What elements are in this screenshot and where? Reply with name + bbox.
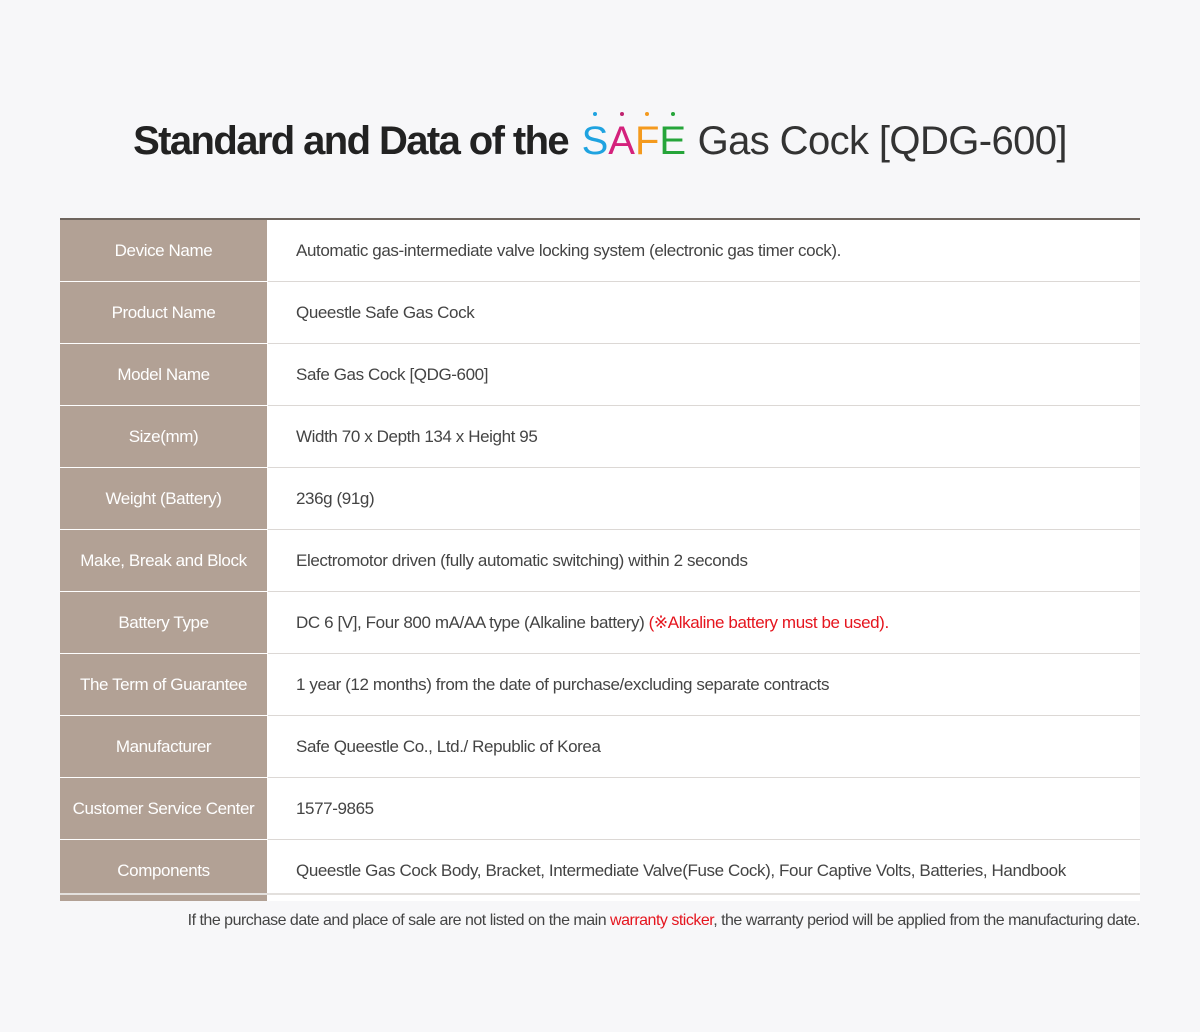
spec-row — [60, 716, 1140, 778]
title-bold-text: Standard and Data of the — [133, 119, 569, 163]
spec-row — [60, 592, 1140, 654]
spec-value: Width 70 x Depth 134 x Height 95 — [296, 426, 538, 446]
footnote-text-after: , the warranty period will be applied from the manufacturing date. — [713, 912, 1140, 929]
spec-value-cell — [268, 654, 1141, 716]
page-title-wrap — [0, 108, 1200, 174]
spec-value: Queestle Gas Cock Body, Bracket, Intermediate Valve(Fuse Cock), Four Captive Volts, Batteries, Handbook — [296, 860, 1066, 880]
spec-value: DC 6 [V], Four 800 mA/AA type (Alkaline battery) — [296, 612, 649, 632]
spec-label: Manufacturer — [60, 716, 268, 778]
spec-label: Customer Service Center — [60, 778, 268, 840]
spec-label: Make, Break and Block — [60, 530, 268, 592]
safe-letter-a: A — [608, 108, 635, 174]
spec-label: Device Name — [60, 219, 268, 282]
spec-row — [60, 282, 1140, 344]
spec-value: Safe Gas Cock [QDG-600] — [296, 364, 489, 384]
spec-value: Queestle Safe Gas Cock — [296, 302, 475, 322]
spec-row — [60, 219, 1140, 282]
spec-value: Electromotor driven (fully automatic switching) within 2 seconds — [296, 550, 748, 570]
warranty-footnote — [188, 912, 1140, 930]
spec-label: Weight (Battery) — [60, 468, 268, 530]
spec-value-cell — [268, 530, 1141, 592]
spec-label: The Term of Guarantee — [60, 654, 268, 716]
table-bottom-border — [60, 893, 1140, 895]
spec-value: Automatic gas-intermediate valve locking system (electronic gas timer cock). — [296, 240, 841, 260]
logo-dot — [620, 112, 624, 116]
spec-value-cell — [268, 592, 1141, 654]
spec-label: Components — [60, 840, 268, 902]
spec-value: 236g (91g) — [296, 488, 375, 508]
warranty-sticker-highlight: warranty sticker — [610, 912, 714, 929]
logo-dot — [671, 112, 675, 116]
spec-value-cell — [268, 282, 1141, 344]
spec-label: Model Name — [60, 344, 268, 406]
spec-warning: (※Alkaline battery must be used). — [648, 612, 889, 632]
safe-letter-f: F — [635, 108, 659, 174]
spec-value: 1 year (12 months) from the date of purchase/excluding separate contracts — [296, 674, 830, 694]
safe-letter-s: S — [582, 108, 609, 174]
footnote-text-before: If the purchase date and place of sale are not listed on the main — [187, 912, 611, 929]
spec-table — [60, 218, 1140, 901]
spec-value-cell — [268, 219, 1141, 282]
spec-row — [60, 778, 1140, 840]
page-title — [133, 108, 1067, 174]
spec-row — [60, 654, 1140, 716]
spec-label: Product Name — [60, 282, 268, 344]
safe-logo-text — [582, 108, 687, 174]
spec-value-cell — [268, 840, 1141, 902]
spec-row — [60, 468, 1140, 530]
spec-value-cell — [268, 406, 1141, 468]
safe-letter-e: E — [659, 108, 686, 174]
spec-row — [60, 840, 1140, 902]
spec-value-cell — [268, 716, 1141, 778]
spec-row — [60, 530, 1140, 592]
spec-row — [60, 406, 1140, 468]
spec-table-body — [60, 219, 1140, 901]
spec-value: 1577-9865 — [296, 798, 374, 818]
title-model-text: Gas Cock [QDG-600] — [697, 119, 1067, 163]
spec-row — [60, 344, 1140, 406]
logo-dot — [645, 112, 649, 116]
logo-dot — [593, 112, 597, 116]
spec-label: Size(mm) — [60, 406, 268, 468]
spec-value-cell — [268, 344, 1141, 406]
spec-value: Safe Queestle Co., Ltd./ Republic of Korea — [296, 736, 601, 756]
spec-value-cell — [268, 468, 1141, 530]
spec-label: Battery Type — [60, 592, 268, 654]
spec-value-cell — [268, 778, 1141, 840]
